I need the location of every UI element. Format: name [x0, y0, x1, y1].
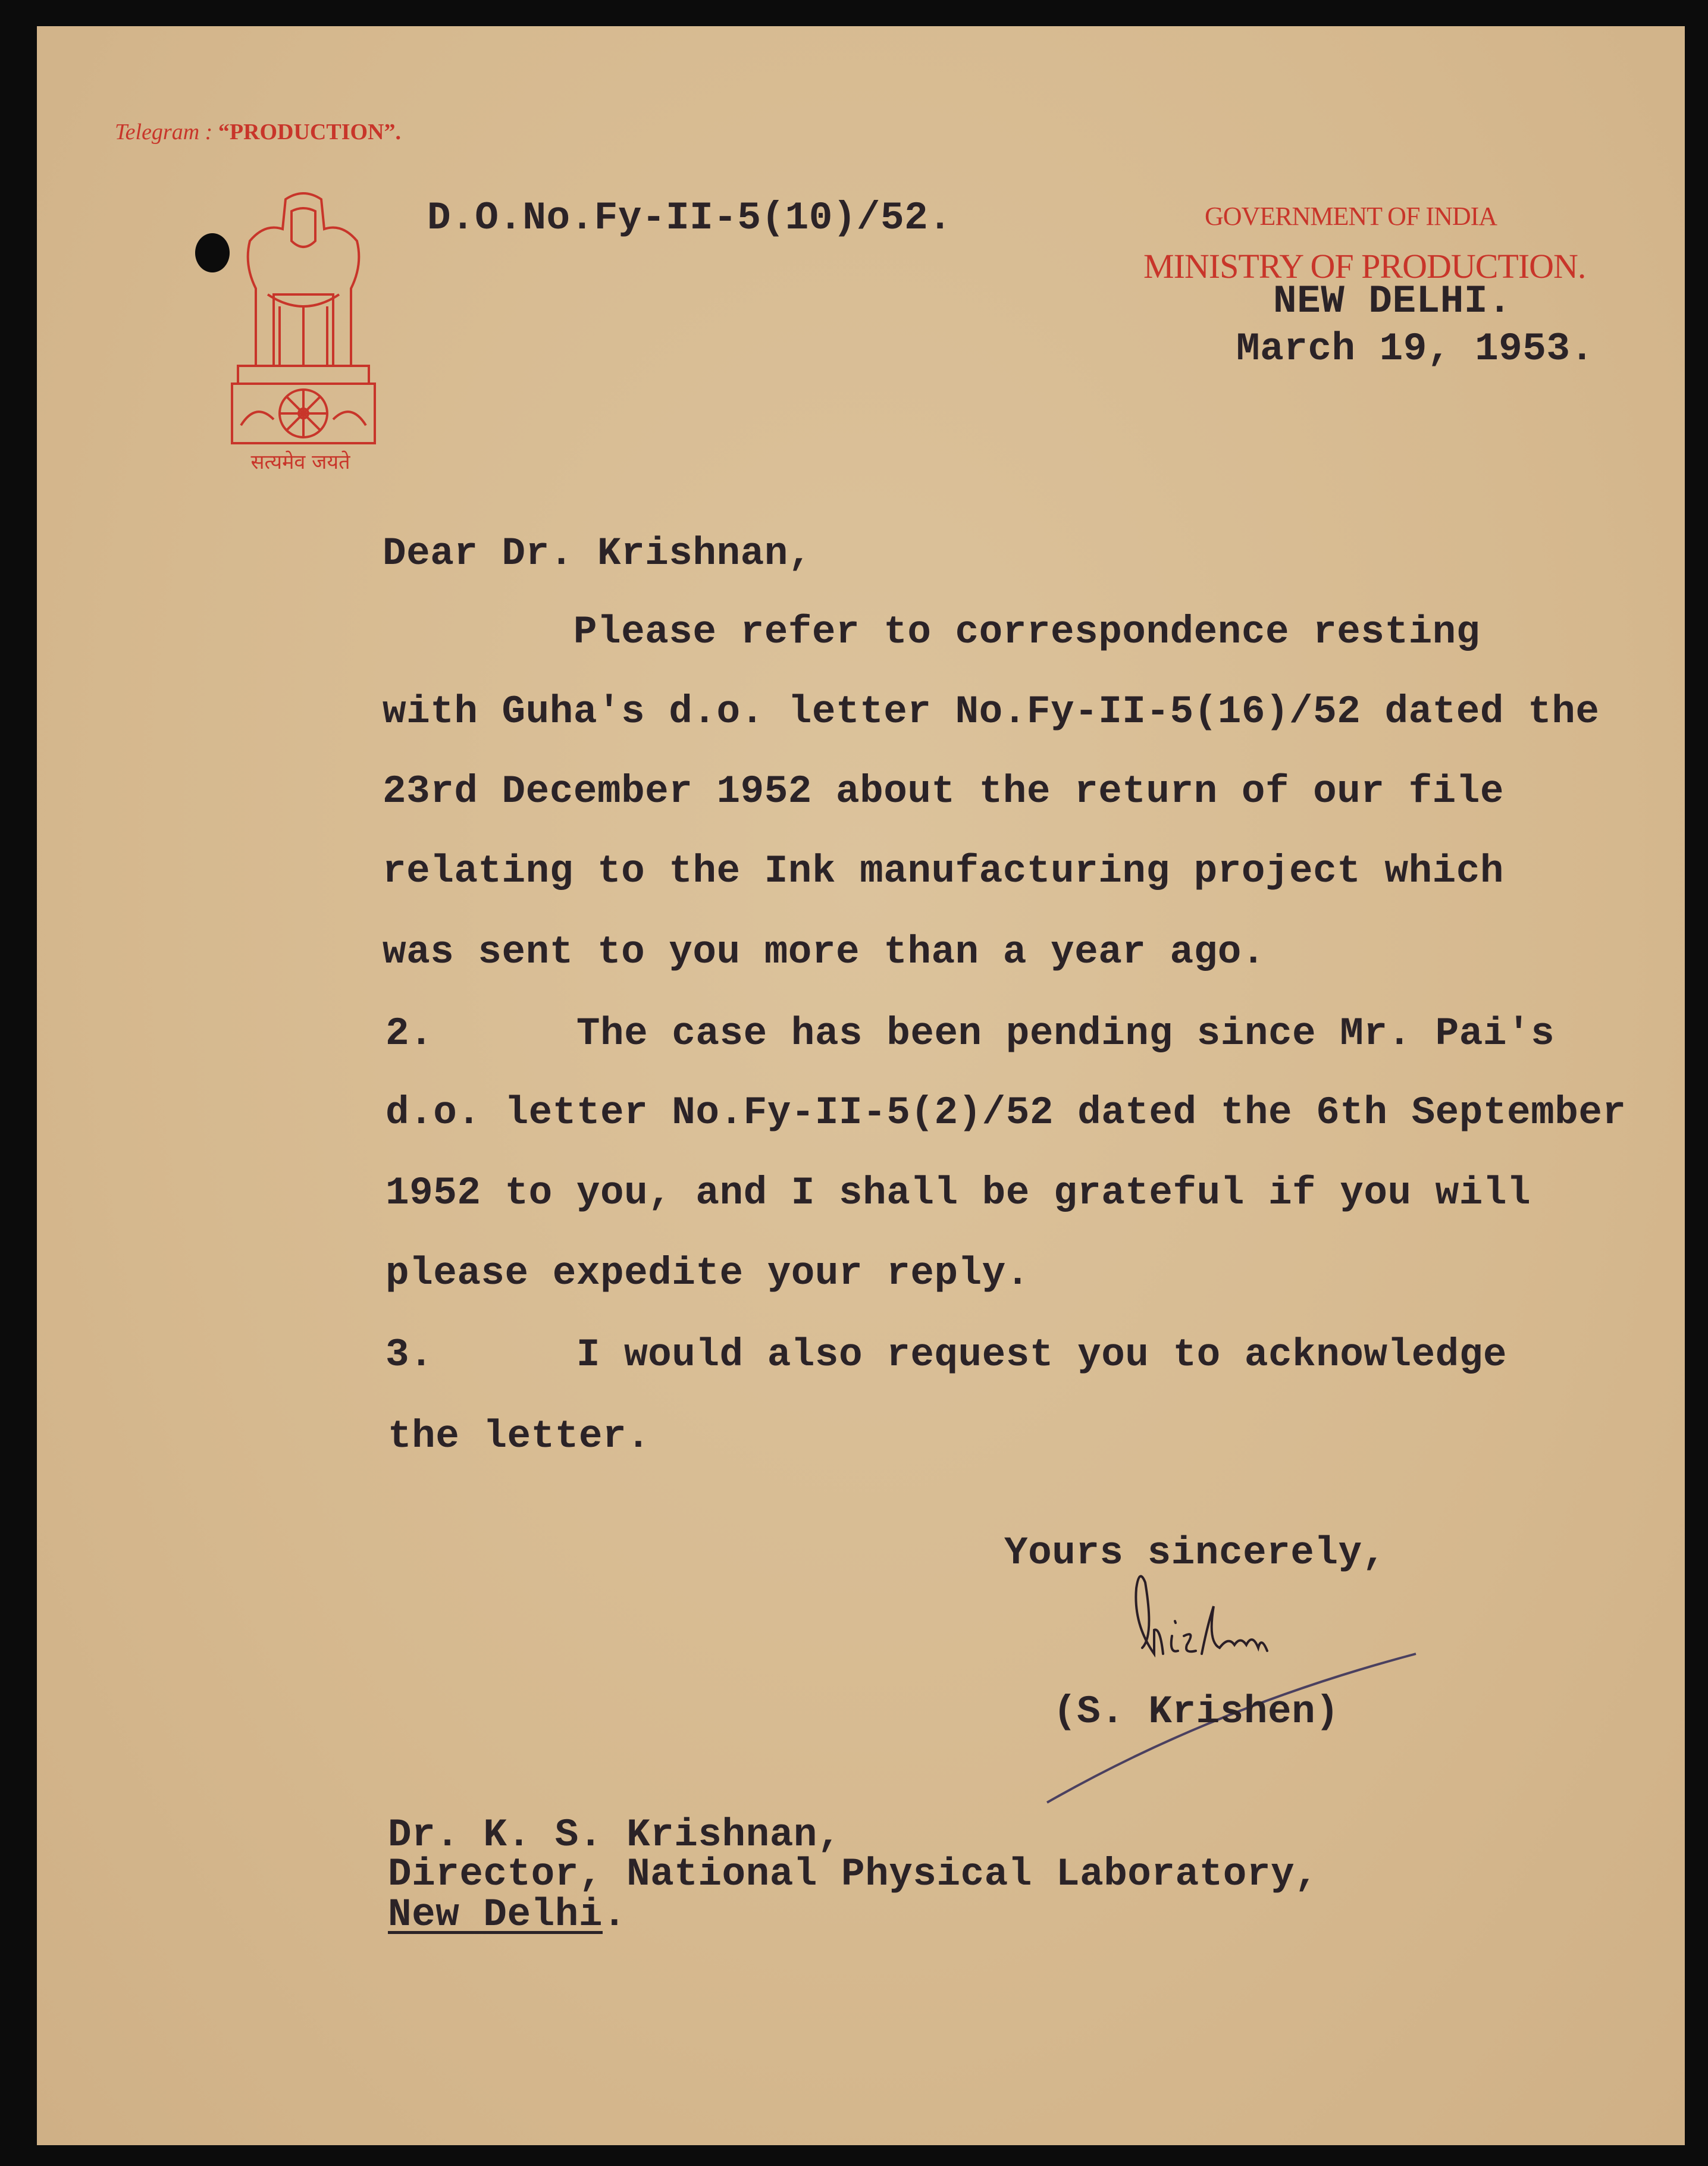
telegram-line [115, 119, 401, 145]
body-line: 1952 to you, and I shall be grateful if you will [386, 1171, 1531, 1215]
addressee-name: Dr. K. S. Krishnan, [388, 1813, 842, 1857]
government-heading: GOVERNMENT OF INDIA [1205, 202, 1497, 231]
body-line: please expedite your reply. [386, 1251, 1030, 1296]
addressee-city-name: New Delhi [388, 1892, 603, 1937]
place: NEW DELHI. [1273, 279, 1512, 324]
body-line: the letter. [388, 1414, 651, 1459]
letter-date: March 19, 1953. [1236, 327, 1594, 371]
telegram-value: “PRODUCTION”. [218, 120, 402, 145]
body-line: d.o. letter No.Fy-II-5(2)/52 dated the 6th September [386, 1090, 1626, 1135]
addressee-title: Director, National Physical Laboratory, [388, 1852, 1319, 1897]
body-line: 23rd December 1952 about the return of our file [383, 769, 1505, 814]
reference-number: D.O.No.Fy-II-5(10)/52. [427, 196, 952, 240]
body-line: with Guha's d.o. letter No.Fy-II-5(16)/52 dated the [383, 689, 1600, 734]
emblem-motto: सत्यमेव जयते [250, 450, 350, 474]
body-line: 2. The case has been pending since Mr. Pai's [386, 1011, 1555, 1056]
body-line: 3. I would also request you to acknowledge [386, 1333, 1508, 1377]
telegram-label: Telegram : [115, 120, 213, 145]
signatory-name: (S. Krishen) [1053, 1689, 1340, 1734]
body-line: was sent to you more than a year ago. [383, 930, 1265, 974]
closing: Yours sincerely, [1004, 1531, 1386, 1575]
body-line: Please refer to correspondence resting [383, 610, 1480, 654]
addressee-city-period: . [602, 1892, 627, 1937]
national-emblem-icon [214, 187, 393, 479]
addressee-city [388, 1892, 627, 1937]
ministry-heading: MINISTRY OF PRODUCTION. [1143, 247, 1586, 286]
salutation: Dear Dr. Krishnan, [383, 531, 812, 576]
body-line: relating to the Ink manufacturing project which [383, 849, 1505, 894]
